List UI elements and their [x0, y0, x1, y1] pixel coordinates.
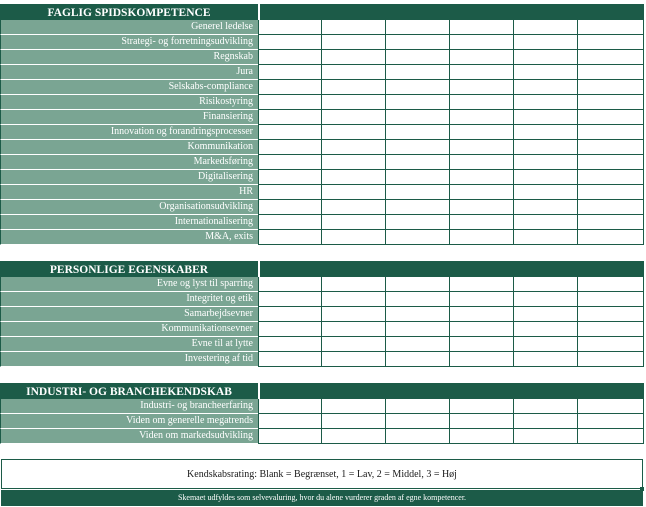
rating-row [0, 170, 644, 185]
competence-label: Evne til at lytte [0, 337, 258, 352]
rating-cell[interactable] [258, 429, 322, 444]
rating-cell[interactable] [258, 35, 322, 50]
rating-cell[interactable] [322, 125, 386, 140]
rating-cell[interactable] [258, 307, 322, 322]
rating-cell[interactable] [514, 65, 578, 80]
rating-cell[interactable] [322, 322, 386, 337]
section-header [0, 261, 644, 277]
rating-cell[interactable] [322, 337, 386, 352]
rating-cell[interactable] [514, 399, 578, 414]
competence-label: Digitalisering [0, 170, 258, 185]
rating-rows [0, 399, 644, 444]
rating-cell[interactable] [322, 307, 386, 322]
rating-cell[interactable] [450, 170, 514, 185]
rating-cell[interactable] [386, 352, 450, 367]
section-title: INDUSTRI- OG BRANCHEKENDSKAB [0, 383, 258, 399]
rating-cell[interactable] [514, 50, 578, 65]
rating-cell[interactable] [322, 200, 386, 215]
rating-cell[interactable] [386, 35, 450, 50]
rating-row [0, 414, 644, 429]
rating-cell[interactable] [514, 414, 578, 429]
rating-cell[interactable] [386, 80, 450, 95]
rating-legend: Kendskabsrating: Blank = Begrænset, 1 = Lav, 2 = Middel, 3 = Høj [1, 459, 643, 489]
rating-cell[interactable] [514, 337, 578, 352]
rating-cell[interactable] [322, 414, 386, 429]
rating-cell[interactable] [258, 170, 322, 185]
rating-cell[interactable] [450, 399, 514, 414]
rating-cell[interactable] [450, 215, 514, 230]
rating-row [0, 50, 644, 65]
rating-row [0, 352, 644, 367]
competence-label: Integritet og etik [0, 292, 258, 307]
section-header [0, 4, 644, 20]
rating-cell[interactable] [578, 80, 644, 95]
rating-cell[interactable] [386, 292, 450, 307]
competence-label: Jura [0, 65, 258, 80]
rating-row [0, 140, 644, 155]
rating-cell[interactable] [258, 125, 322, 140]
section-title: PERSONLIGE EGENSKABER [0, 261, 258, 277]
rating-cell[interactable] [514, 80, 578, 95]
competence-label: Viden om generelle megatrends [0, 414, 258, 429]
rating-cell[interactable] [450, 322, 514, 337]
rating-cell[interactable] [386, 230, 450, 245]
rating-cell[interactable] [386, 277, 450, 292]
rating-row [0, 230, 644, 245]
rating-cell[interactable] [386, 337, 450, 352]
competence-label: Selskabs-compliance [0, 80, 258, 95]
rating-cell[interactable] [258, 20, 322, 35]
rating-cell[interactable] [450, 125, 514, 140]
rating-cell[interactable] [258, 277, 322, 292]
rating-cell[interactable] [514, 307, 578, 322]
rating-cell[interactable] [514, 140, 578, 155]
rating-cell[interactable] [578, 414, 644, 429]
rating-cell[interactable] [578, 170, 644, 185]
rating-cell[interactable] [514, 322, 578, 337]
rating-cell[interactable] [578, 277, 644, 292]
rating-cell[interactable] [578, 35, 644, 50]
rating-cell[interactable] [258, 322, 322, 337]
rating-cell[interactable] [322, 80, 386, 95]
rating-cell[interactable] [322, 185, 386, 200]
rating-row [0, 95, 644, 110]
rating-cell[interactable] [386, 307, 450, 322]
rating-cell[interactable] [450, 429, 514, 444]
rating-cell[interactable] [578, 50, 644, 65]
rating-cell[interactable] [514, 20, 578, 35]
rating-cell[interactable] [578, 95, 644, 110]
rating-cell[interactable] [386, 429, 450, 444]
rating-cell[interactable] [450, 185, 514, 200]
competence-label: Investering af tid [0, 352, 258, 367]
rating-cell[interactable] [450, 200, 514, 215]
rating-cell[interactable] [450, 155, 514, 170]
header-band [258, 383, 644, 399]
rating-cell[interactable] [322, 95, 386, 110]
rating-cell[interactable] [450, 65, 514, 80]
rating-cell[interactable] [578, 110, 644, 125]
rating-cell[interactable] [578, 185, 644, 200]
rating-cell[interactable] [322, 155, 386, 170]
rating-cell[interactable] [514, 155, 578, 170]
rating-cell[interactable] [386, 215, 450, 230]
competence-label: Risikostyring [0, 95, 258, 110]
rating-cell[interactable] [450, 110, 514, 125]
rating-cell[interactable] [514, 35, 578, 50]
rating-cell[interactable] [258, 95, 322, 110]
rating-cell[interactable] [578, 399, 644, 414]
rating-cell[interactable] [514, 185, 578, 200]
rating-cell[interactable] [578, 230, 644, 245]
rating-row [0, 429, 644, 444]
rating-cell[interactable] [514, 215, 578, 230]
rating-cell[interactable] [322, 215, 386, 230]
rating-cell[interactable] [258, 230, 322, 245]
rating-cell[interactable] [578, 140, 644, 155]
competence-label: Kommunikationsevner [0, 322, 258, 337]
rating-row [0, 322, 644, 337]
rating-cell[interactable] [450, 80, 514, 95]
rating-row [0, 110, 644, 125]
rating-row [0, 337, 644, 352]
rating-cell[interactable] [322, 140, 386, 155]
rating-cell[interactable] [258, 200, 322, 215]
rating-cell[interactable] [258, 414, 322, 429]
rating-cell[interactable] [514, 352, 578, 367]
rating-cell[interactable] [386, 322, 450, 337]
rating-row [0, 20, 644, 35]
rating-row [0, 125, 644, 140]
rating-cell[interactable] [386, 414, 450, 429]
rating-cell[interactable] [514, 95, 578, 110]
rating-cell[interactable] [450, 414, 514, 429]
section-personlige-egenskaber [0, 261, 644, 367]
rating-cell[interactable] [386, 155, 450, 170]
rating-row [0, 277, 644, 292]
rating-cell[interactable] [322, 429, 386, 444]
rating-row [0, 65, 644, 80]
rating-cell[interactable] [322, 399, 386, 414]
rating-cell[interactable] [450, 352, 514, 367]
rating-cell[interactable] [578, 215, 644, 230]
rating-row [0, 307, 644, 322]
rating-cell[interactable] [322, 230, 386, 245]
competence-label: Strategi- og forretningsudvikling [0, 35, 258, 50]
rating-cell[interactable] [450, 337, 514, 352]
competence-label: Innovation og forandringsprocesser [0, 125, 258, 140]
rating-cell[interactable] [578, 125, 644, 140]
rating-cell[interactable] [450, 307, 514, 322]
rating-cell[interactable] [578, 155, 644, 170]
competence-label: Evne og lyst til sparring [0, 277, 258, 292]
rating-cell[interactable] [578, 200, 644, 215]
rating-cell[interactable] [322, 277, 386, 292]
rating-cell[interactable] [322, 50, 386, 65]
competence-label: Kommunikation [0, 140, 258, 155]
footer-note: Skemaet udfyldes som selvevaluring, hvor du alene vurderer graden af egne kompetencer. [1, 490, 643, 506]
rating-cell[interactable] [386, 125, 450, 140]
rating-cell[interactable] [386, 185, 450, 200]
section-header [0, 383, 644, 399]
rating-cell[interactable] [386, 95, 450, 110]
rating-cell[interactable] [514, 170, 578, 185]
rating-cell[interactable] [514, 429, 578, 444]
rating-cell[interactable] [450, 35, 514, 50]
section-industri-og-branchekendskab [0, 383, 644, 444]
rating-cell[interactable] [578, 292, 644, 307]
rating-row [0, 292, 644, 307]
rating-cell[interactable] [450, 20, 514, 35]
rating-cell[interactable] [258, 292, 322, 307]
rating-cell[interactable] [258, 337, 322, 352]
rating-rows [0, 20, 644, 245]
rating-cell[interactable] [258, 140, 322, 155]
competence-label: HR [0, 185, 258, 200]
rating-cell[interactable] [578, 307, 644, 322]
competence-label: Internationalisering [0, 215, 258, 230]
rating-cell[interactable] [578, 65, 644, 80]
rating-row [0, 80, 644, 95]
rating-cell[interactable] [386, 140, 450, 155]
rating-cell[interactable] [386, 50, 450, 65]
rating-cell[interactable] [514, 230, 578, 245]
rating-cell[interactable] [386, 399, 450, 414]
rating-cell[interactable] [322, 65, 386, 80]
rating-cell[interactable] [258, 155, 322, 170]
rating-cell[interactable] [450, 230, 514, 245]
rating-cell[interactable] [386, 20, 450, 35]
competence-label: Organisationsudvikling [0, 200, 258, 215]
competence-label: Regnskab [0, 50, 258, 65]
rating-cell[interactable] [514, 125, 578, 140]
rating-cell[interactable] [450, 140, 514, 155]
rating-cell[interactable] [322, 110, 386, 125]
section-faglig-spidskompetence [0, 4, 644, 245]
rating-cell[interactable] [258, 399, 322, 414]
rating-row [0, 399, 644, 414]
competence-label: M&A, exits [0, 230, 258, 245]
rating-cell[interactable] [322, 352, 386, 367]
competence-label: Markedsføring [0, 155, 258, 170]
rating-cell[interactable] [450, 292, 514, 307]
competence-label: Viden om markedsudvikling [0, 429, 258, 444]
rating-row [0, 200, 644, 215]
header-band [258, 261, 644, 277]
rating-cell[interactable] [514, 200, 578, 215]
competence-label: Finansiering [0, 110, 258, 125]
rating-rows [0, 277, 644, 367]
rating-cell[interactable] [258, 352, 322, 367]
rating-cell[interactable] [514, 277, 578, 292]
rating-cell[interactable] [322, 170, 386, 185]
rating-cell[interactable] [258, 50, 322, 65]
rating-row [0, 155, 644, 170]
rating-cell[interactable] [450, 277, 514, 292]
competence-label: Generel ledelse [0, 20, 258, 35]
rating-cell[interactable] [578, 20, 644, 35]
rating-cell[interactable] [322, 20, 386, 35]
rating-cell[interactable] [258, 80, 322, 95]
rating-cell[interactable] [258, 65, 322, 80]
rating-row [0, 185, 644, 200]
rating-cell[interactable] [322, 292, 386, 307]
competence-label: Samarbejdsevner [0, 307, 258, 322]
rating-cell[interactable] [258, 185, 322, 200]
rating-cell[interactable] [386, 65, 450, 80]
rating-cell[interactable] [322, 35, 386, 50]
rating-cell[interactable] [258, 215, 322, 230]
rating-cell[interactable] [578, 322, 644, 337]
rating-cell[interactable] [450, 95, 514, 110]
rating-cell[interactable] [450, 50, 514, 65]
rating-cell[interactable] [578, 352, 644, 367]
rating-cell[interactable] [578, 337, 644, 352]
rating-cell[interactable] [578, 429, 644, 444]
rating-cell[interactable] [258, 110, 322, 125]
header-band [258, 4, 644, 20]
rating-cell[interactable] [514, 110, 578, 125]
section-title: FAGLIG SPIDSKOMPETENCE [0, 4, 258, 20]
rating-row [0, 215, 644, 230]
rating-cell[interactable] [386, 110, 450, 125]
competence-label: Industri- og brancheerfaring [0, 399, 258, 414]
rating-cell[interactable] [386, 170, 450, 185]
rating-cell[interactable] [386, 200, 450, 215]
rating-row [0, 35, 644, 50]
rating-cell[interactable] [514, 292, 578, 307]
